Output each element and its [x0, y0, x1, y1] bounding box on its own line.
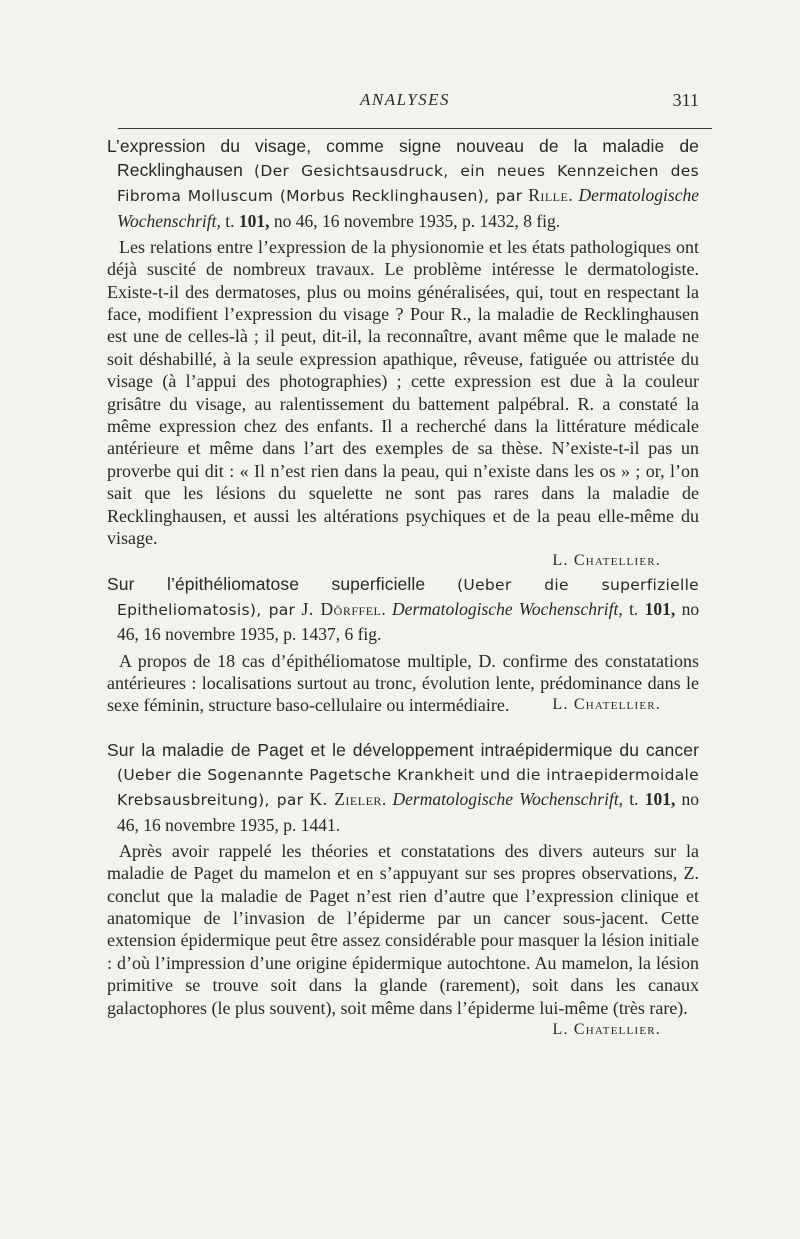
article-body: Les relations entre l’expression de la physionomie et les états pathologiques ont déjà suscité de nombreux travaux. Le problème intéresse le dermatologiste. Existe-t-il des dermatoses, plus ou moins généralisées, qui, tout en respectant la face, modifient l’expression du visage ? Pour R., la maladie de Recklinghausen est une de celles-là ; il peut, dit-il, la reconnaître, avant même que le malade ne soit déshabillé, à la seule expression apathique, rêveuse, fatiguée ou attristée du visage (à l’appui des photographies) ; cette expression est due à la couleur grisâtre du visage, au ralentissement du battement palpébral. R. a constaté la même expression chez des enfants. Il a recherché dans la littérature médicale antérieure et même dans l’art des exemples de sa thèse. N’existe-t-il pas un proverbe qui dit : « Il n’est rien dans la peau, qui n’existe dans les os » ; or, l’on sait que les lésions du squelette ne sont pas rares dans la maladie de Recklinghausen, et aussi les altérations psychiques et de la peau elle-même du visage.	[107, 236, 699, 549]
article-paget	[107, 738, 699, 1041]
article-recklinghausen	[107, 134, 699, 572]
signature: L. Chatellier.	[552, 551, 661, 569]
signature: L. Chatellier.	[552, 696, 661, 714]
article-title: Sur la maladie de Paget et le développement intraépidermique du cancer	[107, 740, 699, 760]
article-title: Sur l’épithéliomatose superficielle	[107, 574, 426, 594]
header-rule	[118, 128, 712, 129]
volume-number: 101,	[644, 789, 676, 810]
original-title: (Ueber die superfizielle Epitheliomatosis), par	[117, 576, 700, 620]
journal-name: Dermatologische Wochenschrift,	[392, 789, 624, 810]
running-header	[107, 88, 699, 118]
original-title: (Der Gesichtsausdruck, ein neues Kennzeichen des Fibroma Molluscum (Morbus Recklinghausen), par	[117, 162, 699, 206]
signature: L. Chatellier.	[552, 1021, 661, 1039]
article-reference: Sur l’épithéliomatose superficielle (Ueber die superfizielle Epitheliomatosis), par J. Dörffel. Dermatologische Wochenschrift, t. 101, no 46, 16 novembre 1935, p. 1437, 6 fig.	[107, 574, 700, 645]
author-name: Rille	[528, 185, 569, 206]
article-body-text: A propos de 18 cas d’épithéliomatose multiple, D. confirme des constatations antérieures : localisations surtout au tronc, évolution lente, prédominance dans le sexe féminin, structure baso-cellulaire ou intermédiaire.	[107, 650, 699, 716]
article-body-text: Après avoir rappelé les théories et constatations des divers auteurs sur la maladie de Paget du mamelon et en s’appuyant sur ses propres observations, Z. conclut que la maladie de Paget n’est rien d’autre que l’expression clinique et anatomique de l’invasion de l’épiderme par un cancer sous-jacent. Cette extension épidermique peut être assez considérable pour masquer la lésion initiale : d’où l’impression d’une origine épidermique autochtone. Au mamelon, la lésion primitive se trouve soit dans la glande (rarement), soit dans les canaux galactophores (le plus souvent), soit même dans l’épiderme lui-même (très rare).	[107, 840, 699, 1018]
article-body	[107, 840, 699, 1039]
author-name: K. Zieler	[309, 789, 382, 810]
issue-details: no 46, 16 novembre 1935, p. 1441.	[117, 789, 699, 835]
author-name: J. Dörffel	[301, 599, 382, 620]
original-title: (Ueber die Sogenannte Pagetsche Krankheit und die intraepidermoidale Krebsausbreitung), par	[117, 766, 699, 810]
issue-details: no 46, 16 novembre 1935, p. 1437, 6 fig.	[117, 599, 700, 645]
article-title: L’expression du visage, comme signe nouveau de la maladie de Recklinghausen	[107, 136, 699, 181]
journal-name: Dermatologische Wochenschrift,	[117, 185, 700, 231]
volume-prefix: t.	[629, 599, 639, 620]
issue-details: no 46, 16 novembre 1935, p. 1432, 8 fig.	[273, 210, 561, 231]
volume-number: 101,	[644, 599, 676, 620]
article-reference: L’expression du visage, comme signe nouveau de la maladie de Recklinghausen (Der Gesichtsausdruck, ein neues Kennzeichen des Fibroma Molluscum (Morbus Recklinghausen), par Rille. Dermatologische Wochenschrift, t. 101, no 46, 16 novembre 1935, p. 1432, 8 fig.	[107, 136, 700, 231]
article-body	[107, 650, 699, 717]
volume-number: 101,	[238, 210, 270, 231]
volume-prefix: t.	[225, 210, 235, 231]
journal-name: Dermatologische Wochenschrift,	[392, 599, 623, 620]
article-reference: Sur la maladie de Paget et le développement intraépidermique du cancer (Ueber die Sogenannte Pagetsche Krankheit und die intraepidermoidale Krebsausbreitung), par K. Zieler. Dermatologische Wochenschrift, t. 101, no 46, 16 novembre 1935, p. 1441.	[107, 740, 699, 835]
page	[107, 88, 700, 1039]
article-epitheliomatose	[107, 572, 699, 717]
running-title: ANALYSES	[360, 90, 451, 109]
page-number: 311	[672, 90, 699, 110]
volume-prefix: t.	[629, 789, 639, 810]
